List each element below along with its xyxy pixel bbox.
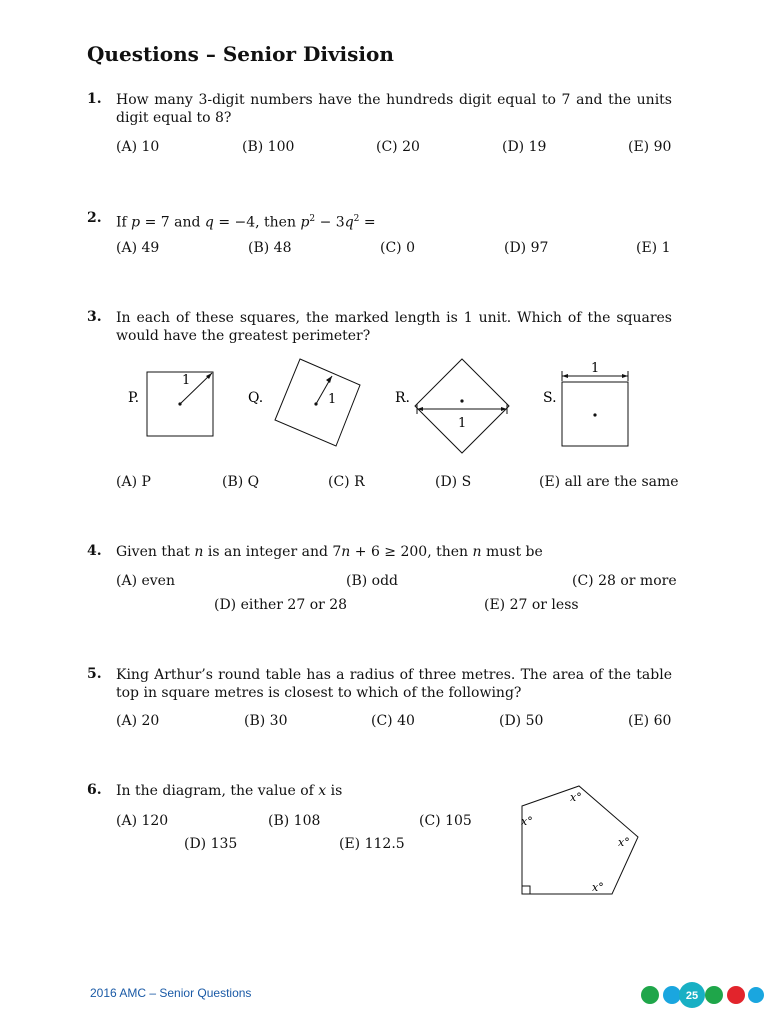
q4-option-d: (D) either 27 or 28 [214, 597, 348, 613]
q2-option-d: (D) 97 [504, 240, 549, 256]
marked-length-q: 1 [328, 392, 337, 407]
q3-option-a: (A) P [116, 474, 151, 490]
q5-option-b: (B) 30 [244, 713, 288, 729]
q1-option-b: (B) 100 [242, 139, 295, 155]
square-q [275, 359, 360, 446]
q2-option-b: (B) 48 [248, 240, 292, 256]
question-4-number: 4. [87, 543, 102, 559]
question-2-text: If p = 7 and q = −4, then $p^2 - 3q^2$ = [116, 214, 376, 231]
squares-figure [110, 352, 650, 462]
footer-text: 2016 AMC – Senior Questions [90, 986, 252, 1000]
question-6-number: 6. [87, 782, 102, 798]
question-5-number: 5. [87, 666, 102, 682]
angle-label-4: x° [592, 881, 604, 894]
square-r [415, 359, 509, 453]
dot-green-1 [641, 986, 659, 1004]
page-dots [640, 981, 764, 1009]
question-3-number: 3. [87, 309, 102, 325]
q4-option-e: (E) 27 or less [484, 597, 579, 613]
q5-option-a: (A) 20 [116, 713, 160, 729]
angle-label-1: x° [521, 815, 533, 828]
q2-option-e: (E) 1 [636, 240, 671, 256]
marked-length-p: 1 [182, 373, 191, 388]
q1-option-a: (A) 10 [116, 139, 160, 155]
q4-option-c: (C) 28 or more [572, 573, 677, 589]
question-1-number: 1. [87, 91, 102, 107]
label-s: S. [543, 390, 557, 406]
right-angle-marker [522, 886, 530, 894]
dot-blue-1 [663, 986, 681, 1004]
label-p: P. [128, 390, 140, 406]
q4-option-a: (A) even [116, 573, 175, 589]
q4-option-b: (B) odd [346, 573, 399, 589]
q2-option-a: (A) 49 [116, 240, 160, 256]
dot-green-2 [705, 986, 723, 1004]
q6-option-b: (B) 108 [268, 813, 321, 829]
page-title: Questions – Senior Division [87, 42, 394, 66]
label-r: R. [395, 390, 410, 406]
question-1-text: How many 3-digit numbers have the hundreds digit equal to 7 and the units digit equal to 8? [116, 92, 672, 126]
q1-option-d: (D) 19 [502, 139, 547, 155]
dot-blue-2 [748, 987, 764, 1003]
q5-option-d: (D) 50 [499, 713, 544, 729]
marked-length-s: 1 [591, 361, 600, 376]
q6-option-c: (C) 105 [419, 813, 472, 829]
pentagon-figure [508, 776, 648, 902]
question-3-text: In each of these squares, the marked length is 1 unit. Which of the squares would have the greatest perimeter? [116, 310, 672, 344]
q3-option-d: (D) S [435, 474, 472, 490]
label-q: Q. [248, 390, 264, 406]
q6-option-d: (D) 135 [184, 836, 238, 852]
question-2-number: 2. [87, 210, 102, 226]
question-6-text: In the diagram, the value of x is [116, 783, 343, 799]
q6-option-a: (A) 120 [116, 813, 169, 829]
q5-option-c: (C) 40 [371, 713, 415, 729]
q3-option-e: (E) all are the same [539, 474, 679, 490]
angle-label-3: x° [618, 836, 630, 849]
q2-option-c: (C) 0 [380, 240, 415, 256]
q1-option-e: (E) 90 [628, 139, 672, 155]
marked-length-r: 1 [458, 416, 467, 431]
q1-option-c: (C) 20 [376, 139, 420, 155]
dot-red [727, 986, 745, 1004]
page-number: 25 [685, 990, 699, 1002]
question-5-text: King Arthur’s round table has a radius of three metres. The area of the table top in square metres is closest to which of the following? [116, 667, 672, 701]
q5-option-e: (E) 60 [628, 713, 672, 729]
q3-option-b: (B) Q [222, 474, 260, 490]
q3-option-c: (C) R [328, 474, 365, 490]
q6-option-e: (E) 112.5 [339, 836, 405, 852]
question-4-text: Given that n is an integer and 7n + 6 ≥ 200, then n must be [116, 544, 543, 560]
angle-label-2: x° [570, 791, 582, 804]
